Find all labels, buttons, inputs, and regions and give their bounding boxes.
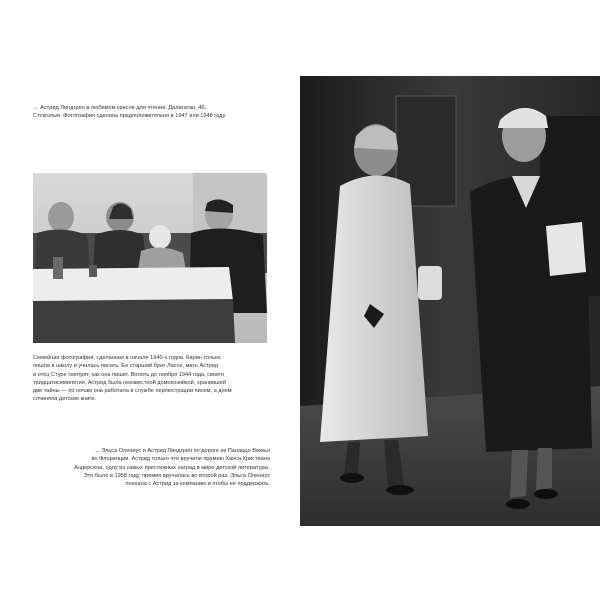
caption-line: Стокгольм. Фотография сделана предположительно в 1947 или 1948 году. (33, 113, 227, 120)
caption-florence-photo (33, 447, 270, 488)
caption-line: тридцатисемилетия, Астрид была неизвестной домохозяйкой, хранившей (33, 379, 226, 386)
family-photo-image (33, 173, 267, 343)
caption-line: ← Астрид Линдгрен в любимом кресле для чтения. Далагатан, 46, (33, 105, 207, 111)
family-photo (33, 173, 267, 343)
caption-line: → Эльса Олениус и Астрид Линдгрен по дороге из Палаццо Веккьо (94, 448, 270, 454)
florence-photo (300, 76, 600, 526)
caption-line: во Флоренции. Астрид только что вручили премию Ханса Кристиана (91, 456, 270, 463)
caption-armchair-photo (33, 104, 265, 121)
caption-family-photo (33, 354, 267, 404)
caption-line: поехала с Астрид за компанию и чтобы ее поддержать. (125, 481, 270, 488)
caption-line: Андерсена, одну из самых престижных наград в мире детской литературы. (74, 464, 270, 471)
florence-photo-image (300, 76, 600, 526)
caption-line: сочиняла детские книги. (33, 396, 97, 403)
caption-line: пошла в школу и училась писать. Ее старший брат Лассе, мать Астрид (33, 363, 219, 370)
caption-line: и отец Стуре смотрят, как она пишет. Вплоть до ноября 1944 года, своего (33, 371, 225, 378)
caption-line: Это было в 1958 году, премия вручалась во второй раз. Эльса Олениус (83, 472, 270, 479)
caption-line: две тайны — по ночам она работала в службе перлюстрации писем, а днем (33, 388, 232, 395)
caption-line: Семейная фотография, сделанная в начале 1940-х годов. Карин только (33, 355, 221, 361)
